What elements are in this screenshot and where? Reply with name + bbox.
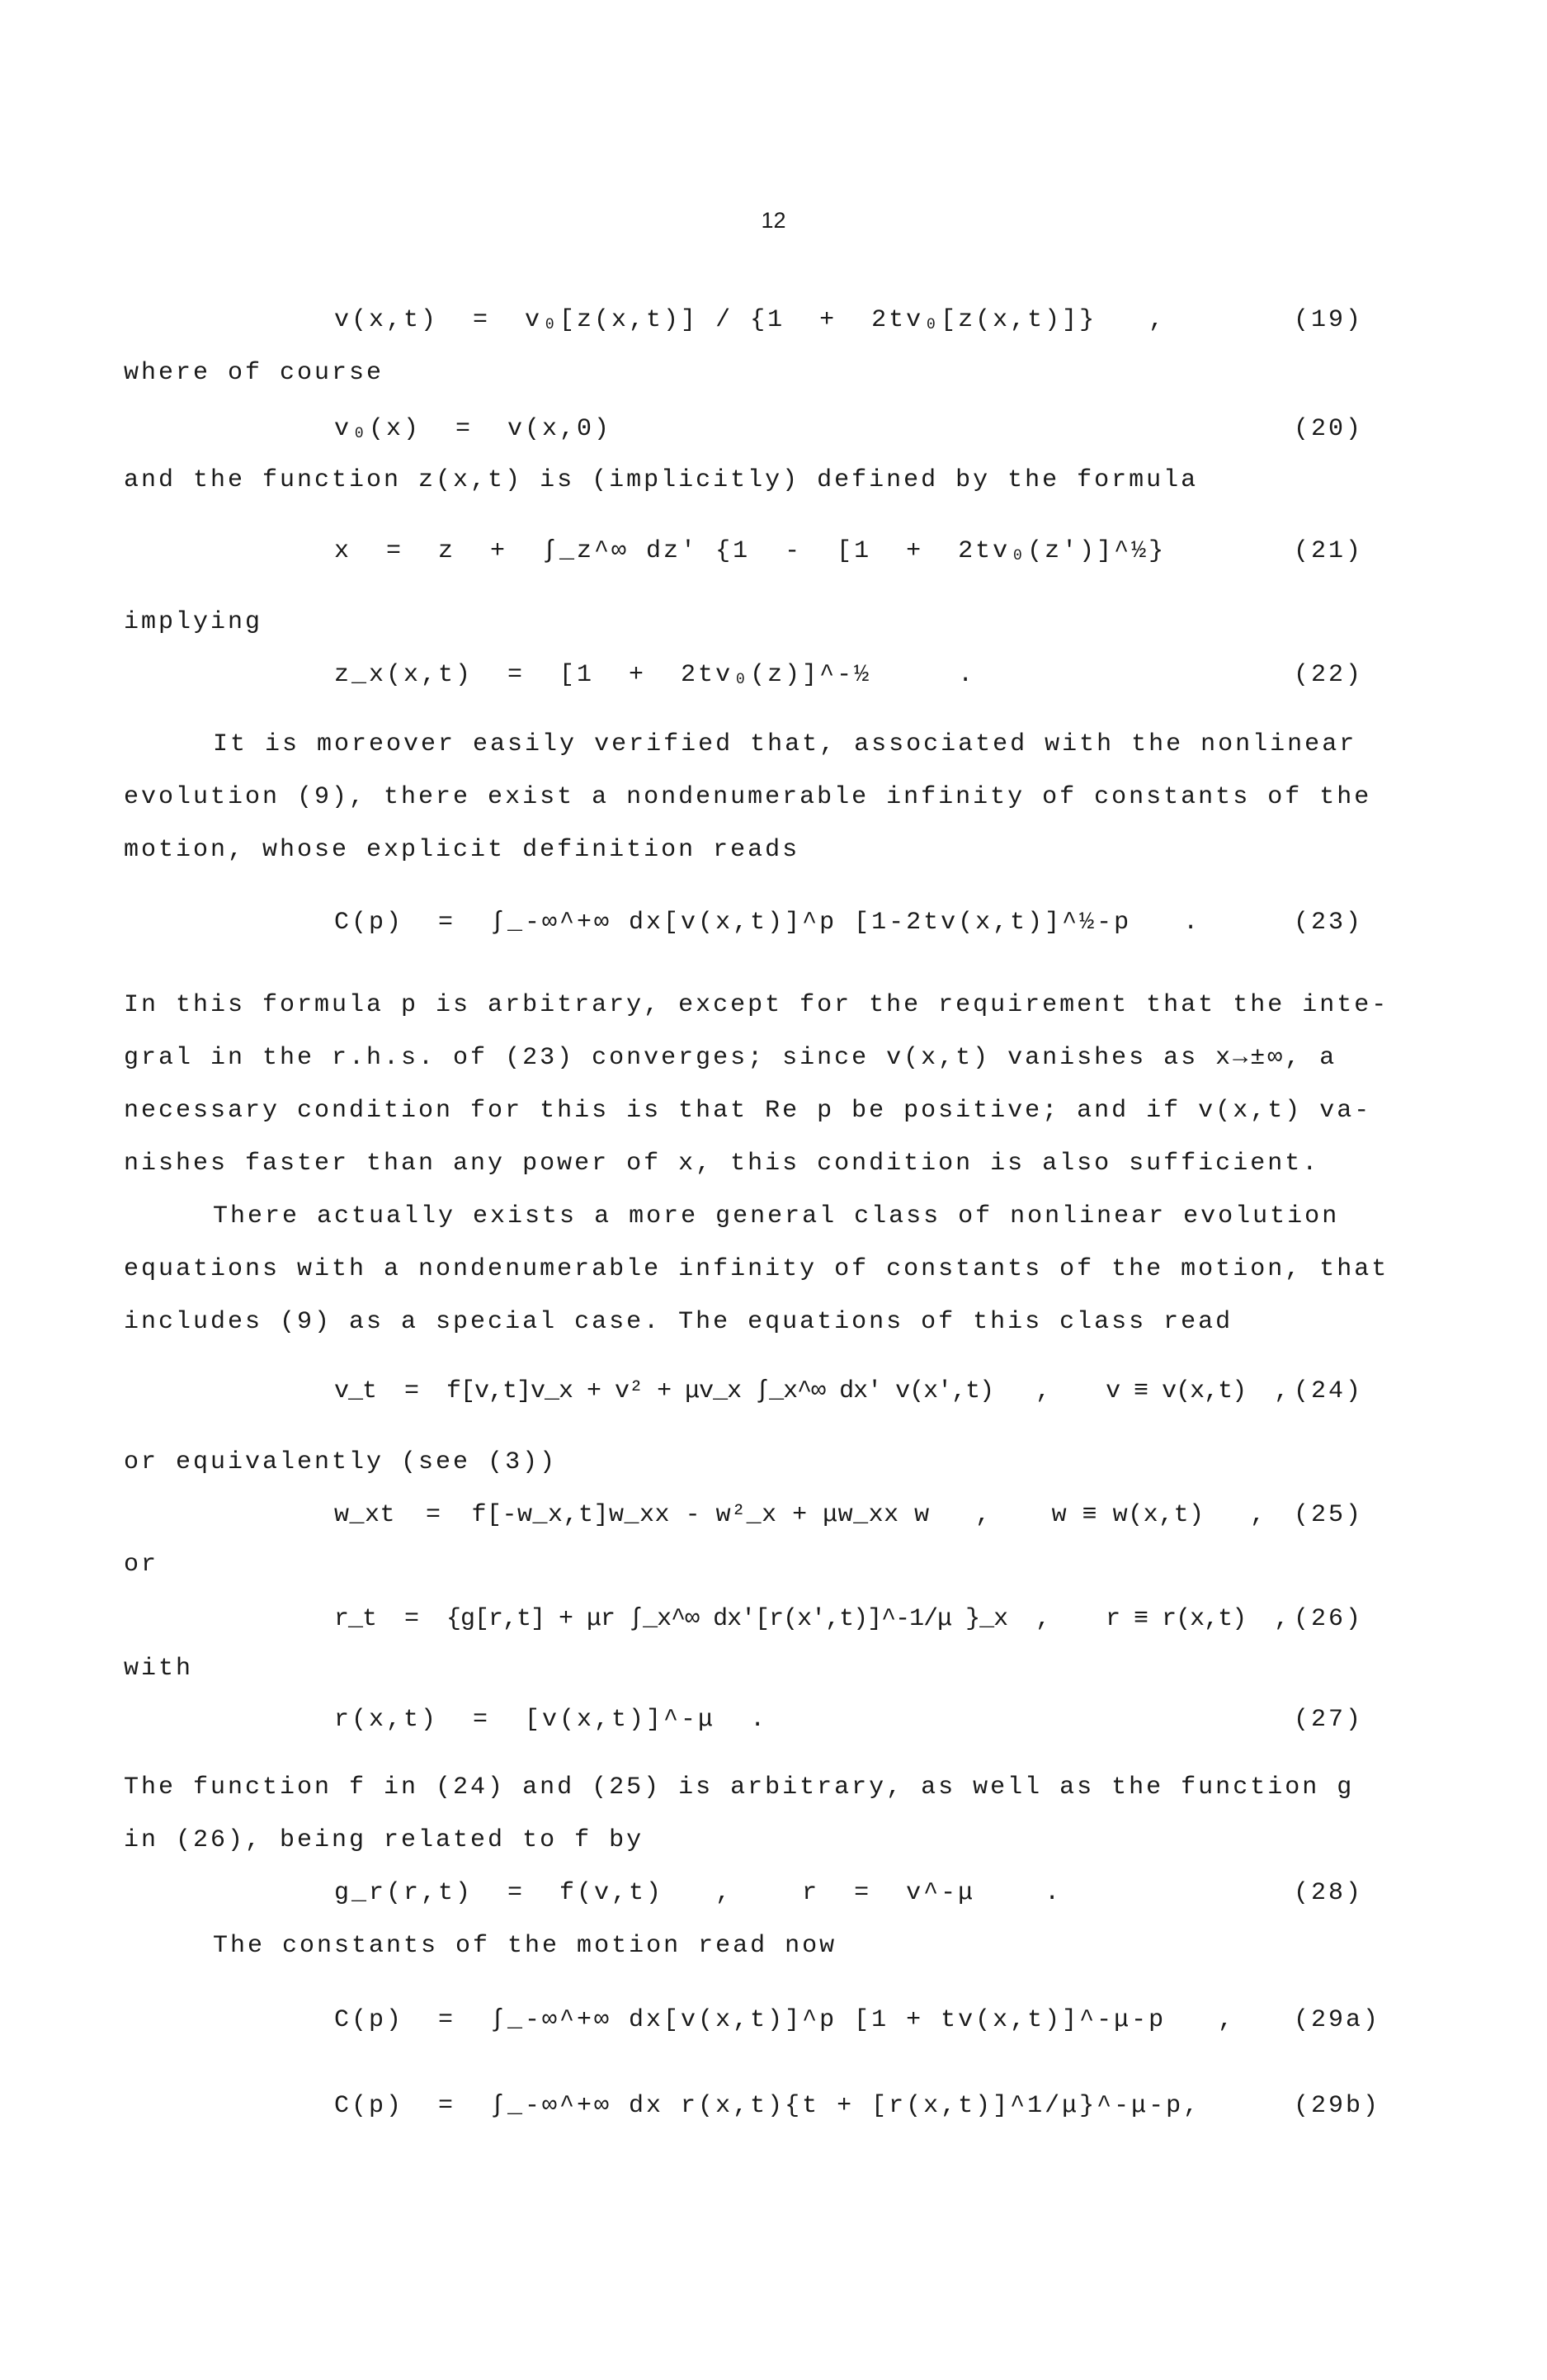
- equation-number-19: (19): [1294, 306, 1364, 334]
- paragraph-2-line-4: nishes faster than any power of x, this condition is also sufficient.: [124, 1150, 1320, 1178]
- paragraph-2-line-1: In this formula p is arbitrary, except for the requirement that the inte-: [124, 991, 1389, 1019]
- text-implying: implying: [124, 608, 263, 636]
- equation-20: v₀(x) = v(x,0): [334, 415, 612, 443]
- paragraph-1-line-3: motion, whose explicit definition reads: [124, 836, 800, 864]
- text-where-of-course: where of course: [124, 359, 384, 387]
- paragraph-2-line-3: necessary condition for this is that Re p be positive; and if v(x,t) va-: [124, 1097, 1372, 1125]
- paragraph-3-line-3: includes (9) as a special case. The equations of this class read: [124, 1308, 1233, 1336]
- text-or-equivalently: or equivalently (see (3)): [124, 1448, 558, 1476]
- text-with: with: [124, 1655, 194, 1683]
- equation-28: g_r(r,t) = f(v,t) , r = v^-μ .: [334, 1879, 1063, 1907]
- equation-number-28: (28): [1294, 1879, 1364, 1907]
- paragraph-5-line-1: The constants of the motion read now: [213, 1932, 837, 1960]
- equation-19: v(x,t) = v₀[z(x,t)] / {1 + 2tv₀[z(x,t)]} ,: [334, 306, 1167, 334]
- paragraph-3-line-2: equations with a nondenumerable infinity of constants of the motion, that: [124, 1255, 1389, 1283]
- equation-26: r_t = {g[r,t] + μr ∫_x^∞ dx'[r(x',t)]^-1/μ }_x , r ≡ r(x,t) ,: [334, 1605, 1289, 1633]
- equation-number-27: (27): [1294, 1706, 1364, 1734]
- equation-number-22: (22): [1294, 661, 1364, 689]
- paragraph-1-line-1: It is moreover easily verified that, associated with the nonlinear: [213, 730, 1357, 758]
- paragraph-1-line-2: evolution (9), there exist a nondenumerable infinity of constants of the: [124, 783, 1372, 811]
- equation-number-20: (20): [1294, 415, 1364, 443]
- equation-24: v_t = f[v,t]v_x + v² + μv_x ∫_x^∞ dx' v(x',t) , v ≡ v(x,t) ,: [334, 1377, 1289, 1405]
- equation-number-21: (21): [1294, 537, 1364, 565]
- paragraph-4-line-1: The function f in (24) and (25) is arbitrary, as well as the function g: [124, 1773, 1355, 1802]
- text-and-the-function: and the function z(x,t) is (implicitly) defined by the formula: [124, 466, 1199, 494]
- equation-number-23: (23): [1294, 909, 1364, 937]
- equation-number-25: (25): [1294, 1501, 1364, 1529]
- equation-number-29a: (29a): [1294, 2006, 1381, 2034]
- equation-21: x = z + ∫_z^∞ dz' {1 - [1 + 2tv₀(z')]^½}: [334, 537, 1167, 565]
- text-or: or: [124, 1551, 159, 1579]
- equation-27: r(x,t) = [v(x,t)]^-μ .: [334, 1706, 768, 1734]
- page-number: 12: [761, 208, 786, 233]
- equation-29a: C(p) = ∫_-∞^+∞ dx[v(x,t)]^p [1 + tv(x,t)]^-μ-p ,: [334, 2006, 1236, 2034]
- equation-22: z_x(x,t) = [1 + 2tv₀(z)]^-½ .: [334, 661, 976, 689]
- equation-25: w_xt = f[-w_x,t]w_xx - w²_x + μw_xx w , w ≡ w(x,t) ,: [334, 1501, 1266, 1529]
- equation-23: C(p) = ∫_-∞^+∞ dx[v(x,t)]^p [1-2tv(x,t)]^½-p .: [334, 909, 1201, 937]
- equation-number-29b: (29b): [1294, 2092, 1381, 2120]
- paragraph-2-line-2: gral in the r.h.s. of (23) converges; since v(x,t) vanishes as x→±∞, a: [124, 1044, 1337, 1072]
- equation-number-24: (24): [1294, 1377, 1364, 1405]
- equation-number-26: (26): [1294, 1605, 1364, 1633]
- paragraph-3-line-1: There actually exists a more general class of nonlinear evolution: [213, 1202, 1340, 1230]
- equation-29b: C(p) = ∫_-∞^+∞ dx r(x,t){t + [r(x,t)]^1/μ}^-μ-p,: [334, 2092, 1201, 2120]
- paragraph-4-line-2: in (26), being related to f by: [124, 1826, 644, 1854]
